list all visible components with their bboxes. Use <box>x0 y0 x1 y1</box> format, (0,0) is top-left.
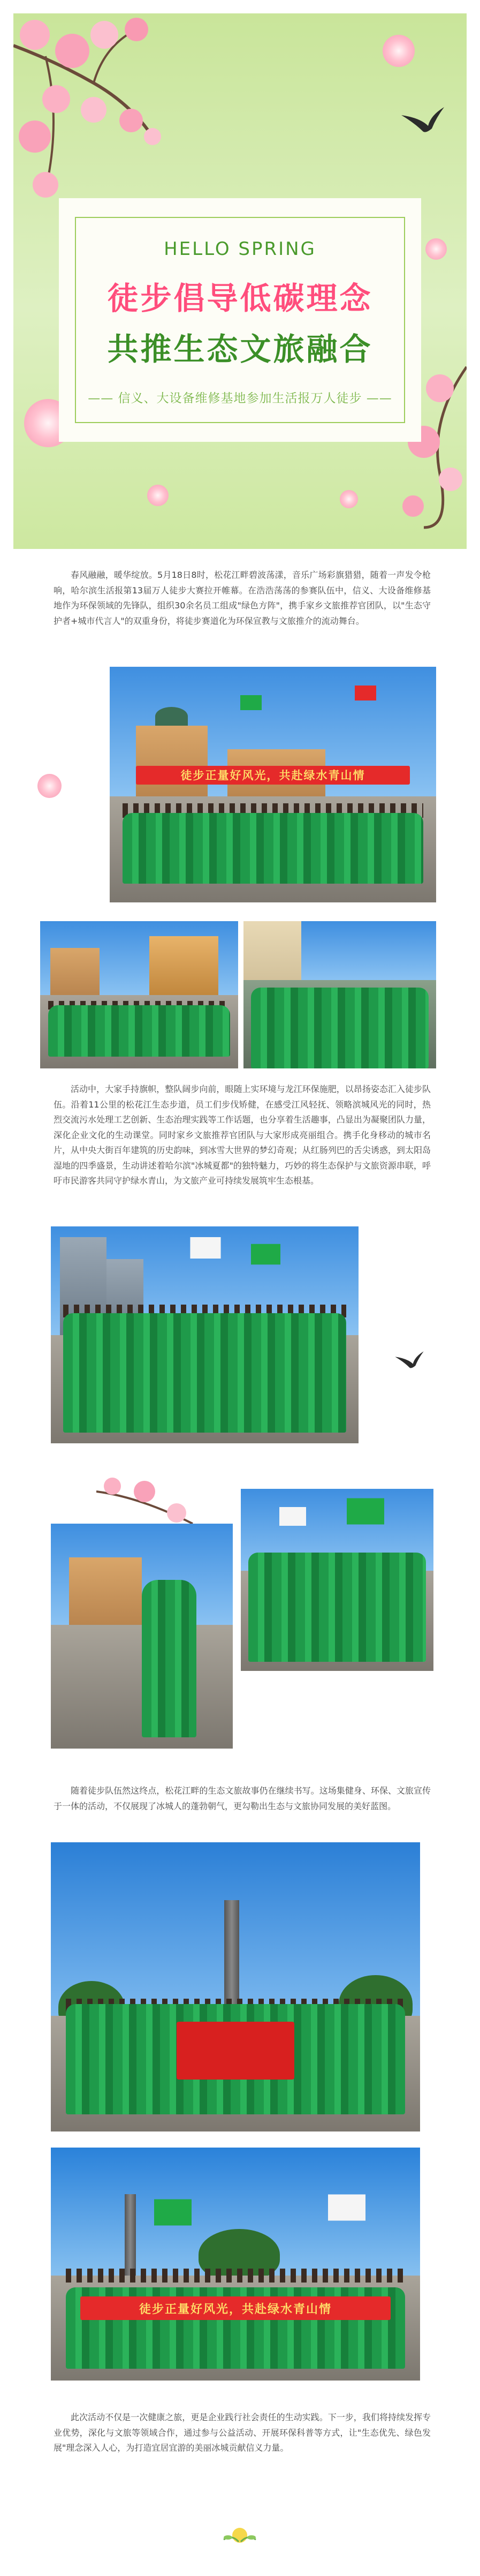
cherry-blossom-icon <box>37 774 62 798</box>
photo-team-with-banners <box>51 1226 359 1443</box>
red-banner: 徒步正量好风光，共赴绿水青山情 <box>136 766 410 785</box>
white-flag-icon <box>328 2194 365 2221</box>
title-line-2: 共推生态文旅融合 <box>107 331 373 367</box>
white-flag-icon <box>189 1237 222 1259</box>
photo-hiker-running <box>51 1524 233 1749</box>
paragraph-finish: 随着徒步队伍然这终点，松花江畔的生态文旅故事仍在继续书写。这场集健身、环保、文旅宣传于一体的活动，不仅展现了冰城人的蓬勃朝气，更勾勒出生态与文旅协同发展的美好蓝图。 <box>54 1786 431 1811</box>
red-banner: 徒步正量好风光，共赴绿水青山情 <box>80 2296 391 2320</box>
subtitle: —— 信义、大设备维修基地参加生活报万人徒步 —— <box>88 391 392 405</box>
sun-sprout-icon <box>213 2524 266 2550</box>
green-flag-icon <box>347 1498 384 1525</box>
swallow-icon <box>393 1350 425 1371</box>
party-flag <box>177 2022 295 2080</box>
cherry-branch-icon <box>96 1470 203 1529</box>
photo-flags-walking <box>241 1489 433 1671</box>
cherry-blossom-icon <box>383 35 415 67</box>
green-flag-icon <box>240 695 262 710</box>
green-flag-icon <box>251 1244 280 1265</box>
swallow-icon <box>399 104 447 137</box>
photo-monument-party-flag <box>51 1842 420 2131</box>
white-flag-icon <box>279 1507 306 1526</box>
red-flag-icon <box>355 686 376 701</box>
green-flag-icon <box>154 2199 192 2226</box>
photo-group-square <box>40 921 238 1068</box>
photo-group-banner <box>110 667 436 902</box>
paragraph-intro: 春风融融，暖华绽放。5月18日8时，松花江畔碧波荡漾，音乐广场彩旗猎猎，随着一声发令枪响，哈尔滨生活报第13届万人徒步大赛拉开帷幕。在浩浩荡荡的参赛队伍中，信义、大设备维修基地作为环保领域的先锋队，组织30余名员工组成"绿色方阵"，携手家乡文旅推荐官团队，以"生态守护者+城市代言人"的双重身份，将徒步赛道化为环保宣教与文旅推介的流动舞台。 <box>54 570 431 626</box>
paragraph-activity: 活动中，大家手持旗帜，整队阔步向前，眼随上实环境与龙江环保施肥，以昂扬姿态汇入徒步队伍。沿着11公里的松花江生态步道，员工们步伐矫健，在感受江风轻抚、领略滨城风光的同时，热烈交流污水处理工艺创新、生态治理实践等工作话题，也分享着生活趣事，凸显出为凝聚团队力量，深化企业文化的生动课堂。同时家乡文旅推荐官团队与大家形成亮丽组合。携手化身移动的城市名片，从中央大街百年建筑的历史韵味，到冰雪大世界的梦幻奇观；从红肠列巴的舌尖诱惑，到太阳岛湿地的四季盛景，生动讲述着哈尔滨"冰城夏都"的独特魅力，巧妙的将生态保护与文旅资源串联，呼吁市民游客共同守护绿水青山，为文旅产业可持续发展筑牢生态根基。 <box>54 1084 431 1186</box>
cherry-blossom-icon <box>340 490 358 508</box>
photo-hikers-closeup <box>243 921 436 1068</box>
cherry-blossom-icon <box>147 485 169 506</box>
paragraph-conclusion: 此次活动不仅是一次健康之旅，更是企业践行社会责任的生动实践。下一步，我们将持续发挥专业优势，深化与文旅等领域合作，通过参与公益活动、开展环保科普等方式，让"生态优先、绿色发展"理念深入人心，为打造宜居宜游的美丽冰城贡献信义力量。 <box>54 2412 431 2453</box>
greeting: HELLO SPRING <box>164 238 316 260</box>
title-line-1: 徒步倡导低碳理念 <box>107 280 373 317</box>
header-banner <box>13 13 467 549</box>
photo-monument-banner <box>51 2148 420 2381</box>
